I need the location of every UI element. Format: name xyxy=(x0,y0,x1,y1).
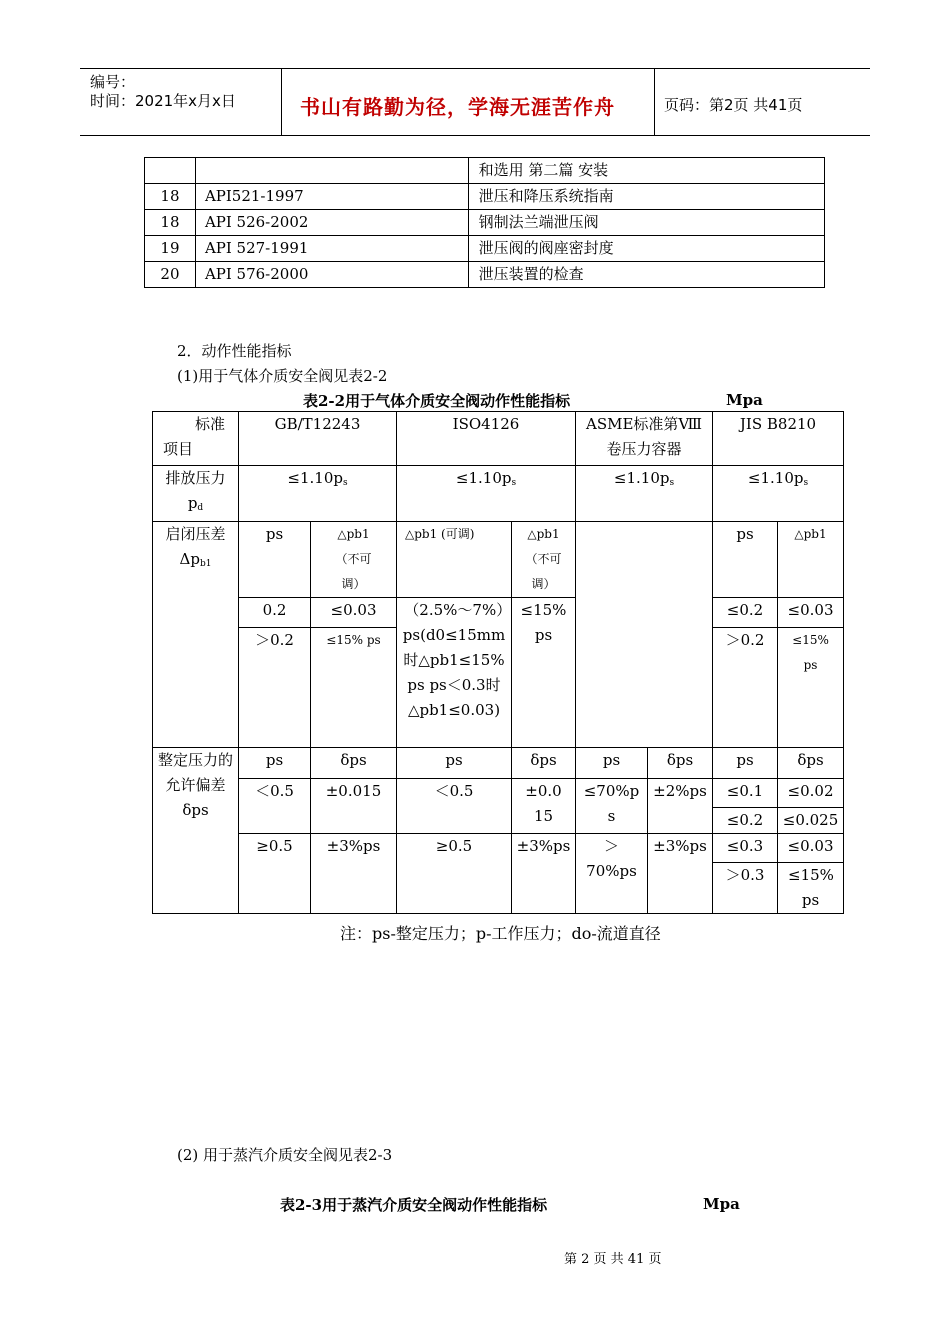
subsection-heading: (2) 用于蒸汽介质安全阀见表2-3 xyxy=(177,1146,393,1164)
standard-code: API 576-2000 xyxy=(195,262,468,288)
asme-ps-header: ps xyxy=(576,748,648,779)
value-sub: s xyxy=(669,478,675,488)
subsection-heading: (1)用于气体介质安全阀见表2-2 xyxy=(177,367,388,385)
table-row xyxy=(153,779,844,808)
jis-dpb-header: △pb1 xyxy=(778,522,844,598)
header-time-label: 时间：2021年x月x日 xyxy=(90,92,236,110)
value-text: ≤1.10p xyxy=(287,469,343,487)
header-item-label: 项目 xyxy=(163,440,194,458)
row-number: 18 xyxy=(145,210,196,236)
jis-ps-value: ＞0.3 xyxy=(713,863,778,914)
table-note: 注：ps-整定压力；p-工作压力；do-流道直径 xyxy=(340,924,661,943)
row-number xyxy=(145,158,196,184)
standard-title: 泄压装置的检查 xyxy=(468,262,824,288)
table-unit: Mpa xyxy=(703,1195,740,1213)
value-text: ≤1.10p xyxy=(455,469,512,487)
header-corner-cell xyxy=(153,412,239,466)
row-label-discharge xyxy=(153,466,239,522)
header-bottom-rule xyxy=(80,135,870,136)
jis-ps-header: ps xyxy=(713,748,778,779)
value-text: ≤1.10p xyxy=(747,469,804,487)
header-top-rule xyxy=(80,68,870,69)
value-sub: s xyxy=(511,478,517,488)
value-sub: s xyxy=(803,478,809,488)
gb-ps-value: ＜0.5 xyxy=(239,779,311,834)
header-divider xyxy=(654,68,655,136)
gb-dpb-value: ≤15% ps xyxy=(311,628,397,748)
table-row xyxy=(145,210,825,236)
header-motto: 书山有路勤为径，学海无涯苦作舟 xyxy=(300,95,615,119)
iso-dpb2-header: △pb1（不可调） xyxy=(512,522,576,598)
page-footer: 第 2 页 共 41 页 xyxy=(564,1252,662,1267)
header-gb: GB/T12243 xyxy=(239,412,397,466)
section-heading: 2．动作性能指标 xyxy=(177,342,292,360)
jis-dpb-value: ≤0.03 xyxy=(778,598,844,628)
blowdown-symbol-sub: b1 xyxy=(199,559,212,569)
jis-ps-value: ≤0.2 xyxy=(713,598,778,628)
gb-discharge-value xyxy=(239,466,397,522)
table-row xyxy=(153,466,844,522)
row-number: 20 xyxy=(145,262,196,288)
blowdown-label: 启闭压差 xyxy=(165,525,226,543)
standard-code: API 527-1991 xyxy=(195,236,468,262)
blowdown-symbol: Δp xyxy=(179,550,200,568)
gb-ps-value: 0.2 xyxy=(239,598,311,628)
standard-title: 泄压阀的阀座密封度 xyxy=(468,236,824,262)
table-caption: 表2-3用于蒸汽介质安全阀动作性能指标 xyxy=(280,1196,548,1214)
row-label-blowdown xyxy=(153,522,239,748)
jis-dps-value: ≤0.025 xyxy=(778,808,844,834)
row-number: 19 xyxy=(145,236,196,262)
asme-ps-value: ＞70%ps xyxy=(576,834,648,914)
table-row xyxy=(153,834,844,863)
asme-ps-value: ≤70%ps xyxy=(576,779,648,834)
jis-dps-value: ≤0.03 xyxy=(778,834,844,863)
asme-dps-header: δps xyxy=(648,748,713,779)
value-text: ≤1.10p xyxy=(613,469,670,487)
header-divider xyxy=(281,68,282,136)
jis-ps-value: ≤0.2 xyxy=(713,808,778,834)
discharge-label: 排放压力 xyxy=(165,469,226,487)
table-caption: 表2-2用于气体介质安全阀动作性能指标 xyxy=(303,392,571,410)
iso-dpb-header: △pb1 (可调) xyxy=(397,522,512,598)
asme-dps-value: ±3%ps xyxy=(648,834,713,914)
gb-ps-header: ps xyxy=(239,522,311,598)
gb-dps-value: ±0.015 xyxy=(311,779,397,834)
gb-dps-header: δps xyxy=(311,748,397,779)
jis-ps-header: ps xyxy=(713,522,778,598)
performance-table-2-2 xyxy=(152,411,844,914)
jis-ps-value: ＞0.2 xyxy=(713,628,778,748)
iso-blowdown-right: ≤15% ps xyxy=(512,598,576,748)
header-asme: ASME标准第Ⅷ卷压力容器 xyxy=(576,412,713,466)
jis-dpb-value: ≤15% ps xyxy=(778,628,844,748)
jis-discharge-value xyxy=(713,466,844,522)
discharge-symbol: p xyxy=(187,494,198,512)
asme-blowdown-empty xyxy=(576,522,713,748)
jis-dps-value: ≤0.02 xyxy=(778,779,844,808)
standard-title: 钢制法兰端泄压阀 xyxy=(468,210,824,236)
jis-dps-value: ≤15% ps xyxy=(778,863,844,914)
standards-table xyxy=(144,157,825,288)
table-row xyxy=(145,184,825,210)
gb-dpb-header: △pb1（不可调） xyxy=(311,522,397,598)
row-label-set-pressure-tolerance: 整定压力的允许偏差δps xyxy=(153,748,239,914)
asme-discharge-value xyxy=(576,466,713,522)
table-row xyxy=(145,236,825,262)
iso-blowdown-text: （2.5%～7%）ps(d0≤15mm时△pb1≤15% ps ps＜0.3时△pb1≤0.03) xyxy=(397,598,512,748)
jis-ps-value: ≤0.3 xyxy=(713,834,778,863)
gb-dps-value: ±3%ps xyxy=(311,834,397,914)
standard-code xyxy=(195,158,468,184)
gb-ps-value: ≥0.5 xyxy=(239,834,311,914)
gb-ps-header: ps xyxy=(239,748,311,779)
jis-dps-header: δps xyxy=(778,748,844,779)
table-row xyxy=(153,748,844,779)
discharge-symbol-sub: d xyxy=(197,503,204,513)
table-row xyxy=(153,598,844,628)
table-row xyxy=(145,158,825,184)
iso-dps-value: ±0.015 xyxy=(512,779,576,834)
table-row xyxy=(145,262,825,288)
table-row xyxy=(153,522,844,598)
table-row xyxy=(153,412,844,466)
asme-dps-value: ±2%ps xyxy=(648,779,713,834)
header-iso: ISO4126 xyxy=(397,412,576,466)
row-number: 18 xyxy=(145,184,196,210)
iso-ps-value: ≥0.5 xyxy=(397,834,512,914)
jis-ps-value: ≤0.1 xyxy=(713,779,778,808)
iso-ps-header: ps xyxy=(397,748,512,779)
iso-ps-value: ＜0.5 xyxy=(397,779,512,834)
iso-dps-header: δps xyxy=(512,748,576,779)
header-standard-label: 标准 xyxy=(195,415,226,433)
gb-ps-value: ＞0.2 xyxy=(239,628,311,748)
standard-code: API 526-2002 xyxy=(195,210,468,236)
value-sub: s xyxy=(342,478,348,488)
standard-code: API521-1997 xyxy=(195,184,468,210)
standard-title: 泄压和降压系统指南 xyxy=(468,184,824,210)
header-jis: JIS B8210 xyxy=(713,412,844,466)
header-page-info: 页码：第2页 共41页 xyxy=(664,96,803,114)
gb-dpb-value: ≤0.03 xyxy=(311,598,397,628)
table-unit: Mpa xyxy=(726,391,763,409)
iso-discharge-value xyxy=(397,466,576,522)
header-number-label: 编号： xyxy=(90,73,136,91)
standard-title: 和选用 第二篇 安装 xyxy=(468,158,824,184)
iso-dps-value: ±3%ps xyxy=(512,834,576,914)
